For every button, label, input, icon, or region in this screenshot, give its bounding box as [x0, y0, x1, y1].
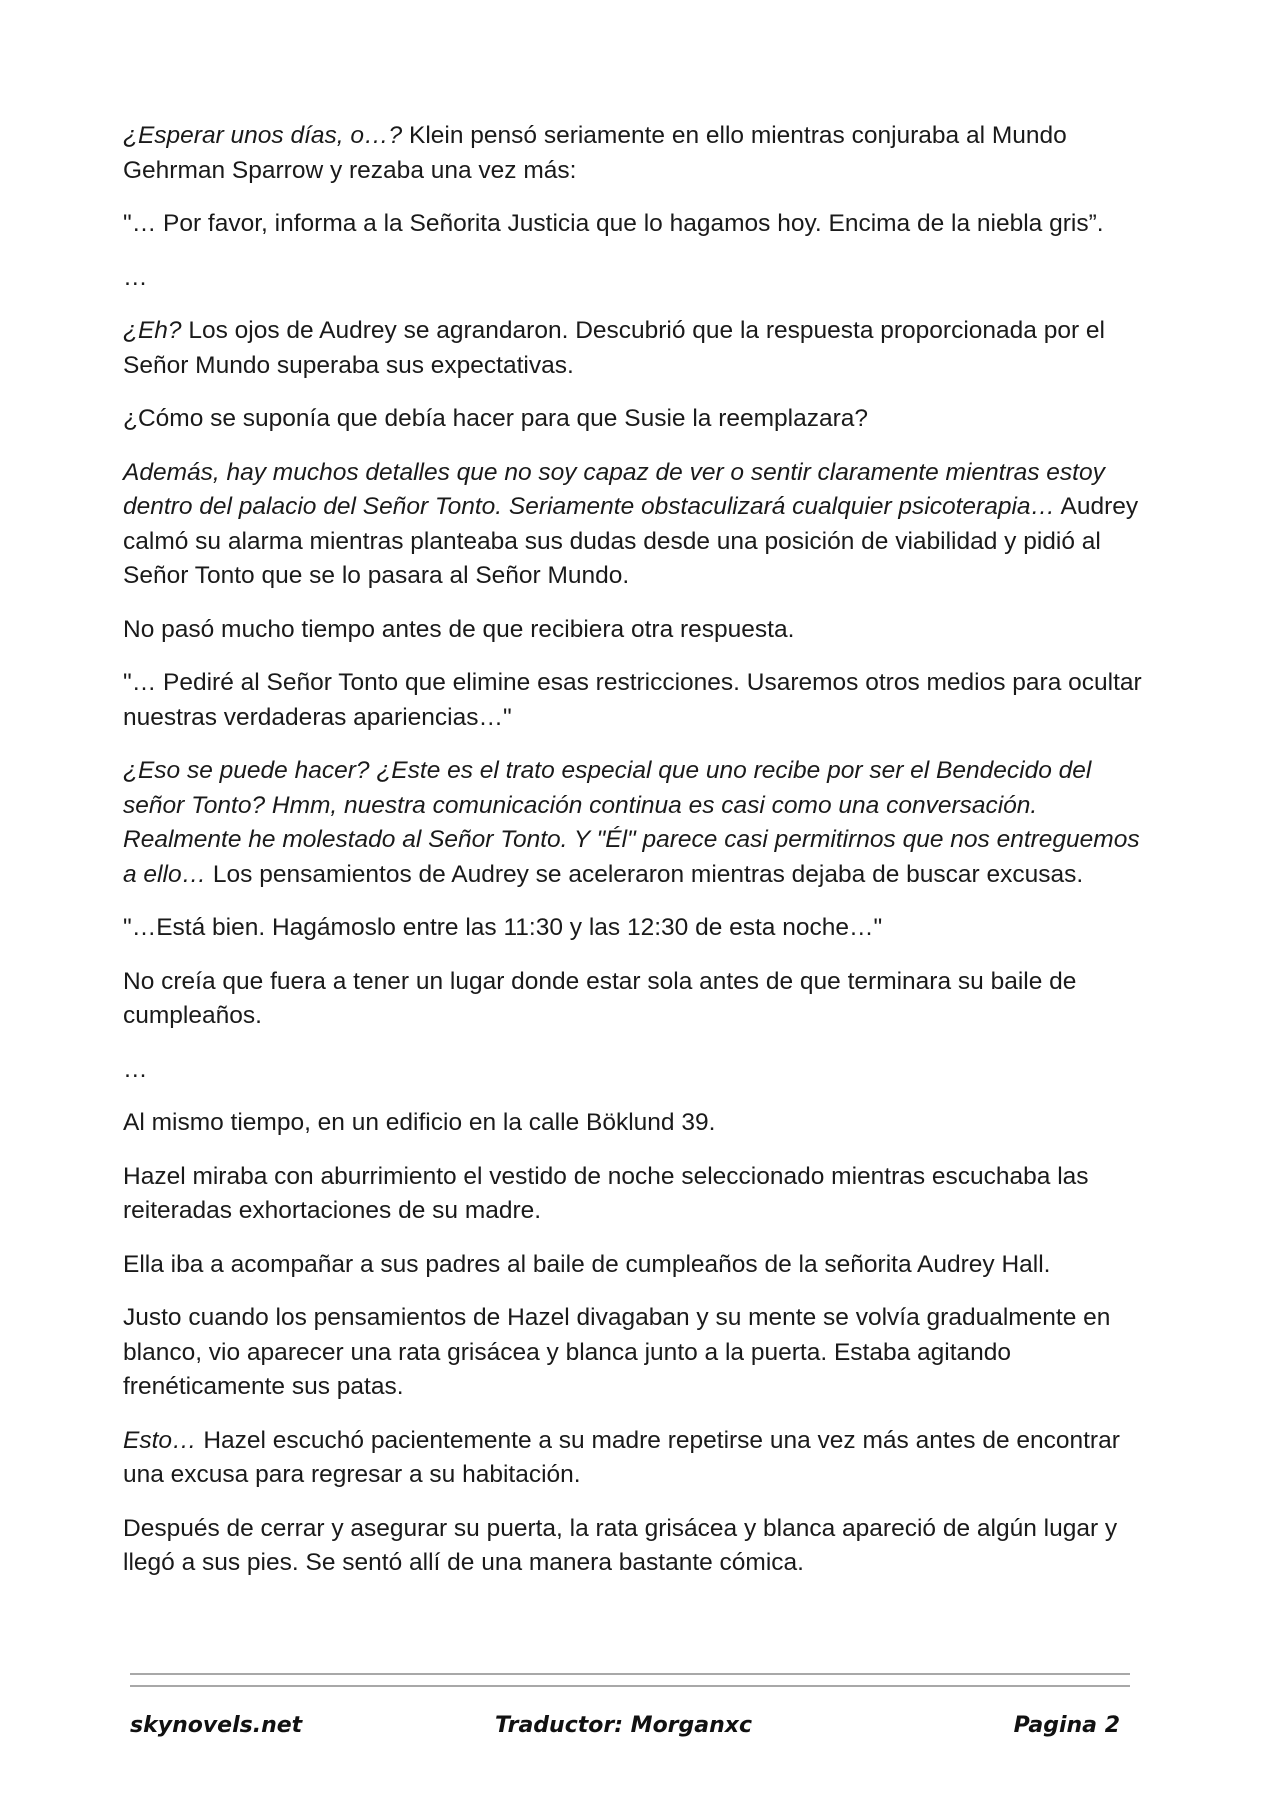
paragraph-17 [123, 1424, 1153, 1493]
paragraph-11-text: No creía que fuera a tener un lugar donde estar sola antes de que terminara su baile de cumpleaños. [123, 967, 1077, 1029]
paragraph-8-text: "… Pediré al Señor Tonto que elimine esas restricciones. Usaremos otros medios para ocultar nuestras verdaderas apariencias…" [123, 669, 1142, 731]
paragraph-7-text: No pasó mucho tiempo antes de que recibiera otra respuesta. [123, 615, 795, 643]
paragraph-13-text: Al mismo tiempo, en un edificio en la calle Böklund 39. [123, 1109, 716, 1136]
paragraph-16-text: Justo cuando los pensamientos de Hazel divagaban y su mente se volvía gradualmente en blanco, vio aparecer una rata grisácea y blanca junto a la puerta. Estaba agitando frenéticamente sus patas. [123, 1304, 1111, 1400]
scene-break-2 [123, 1053, 1153, 1088]
paragraph-6-italic: Además, hay muchos detalles que no soy capaz de ver o sentir claramente mientras estoy dentro del palacio del Señor Tonto. Seriamente obstaculizará cualquier psicoterapia… [123, 458, 1105, 520]
paragraph-4-text: Los ojos de Audrey se agrandaron. Descubrió que la respuesta proporcionada por el Señor Mundo superaba sus expectativas. [123, 317, 1105, 379]
footer-divider-top [130, 1673, 1130, 1675]
body-text [123, 119, 1153, 1600]
paragraph-17-text: Hazel escuchó pacientemente a su madre repetirse una vez más antes de encontrar una excusa para regresar a su habitación. [123, 1426, 1120, 1488]
paragraph-7 [123, 613, 1153, 648]
paragraph-9 [123, 754, 1153, 892]
paragraph-1-italic: ¿Esperar unos días, o…? [123, 122, 403, 149]
paragraph-9-italic: ¿Eso se puede hacer? ¿Este es el trato especial que uno recibe por ser el Bendecido del señor Tonto? Hmm, nuestra comunicación continua es casi como una conversación. Realmente he molestado al Señor Tonto. Y "Él" parece casi permitirnos que nos entreguemos a ello… [123, 757, 1140, 888]
scene-break-2-text: … [123, 1055, 148, 1083]
paragraph-10-text: "…Está bien. Hagámoslo entre las 11:30 y las 12:30 de esta noche…" [123, 914, 883, 941]
footer-divider-bottom [130, 1685, 1130, 1687]
scene-break-1-text: … [123, 263, 148, 291]
paragraph-14-text: Hazel miraba con aburrimiento el vestido de noche seleccionado mientras escuchaba las reiteradas exhortaciones de su madre. [123, 1162, 1089, 1224]
paragraph-10 [123, 911, 1153, 946]
paragraph-2-text: "… Por favor, informa a la Señorita Justicia que lo hagamos hoy. Encima de la niebla gris”. [123, 210, 1104, 237]
paragraph-6-text: Audrey calmó su alarma mientras planteaba sus dudas desde una posición de viabilidad y pidió al Señor Tonto que se lo pasara al Señor Mundo. [123, 493, 1139, 589]
paragraph-15 [123, 1248, 1153, 1283]
footer-site: skynovels.net [130, 1713, 303, 1738]
paragraph-15-text: Ella iba a acompañar a sus padres al baile de cumpleaños de la señorita Audrey Hall. [123, 1250, 1051, 1278]
paragraph-18 [123, 1512, 1153, 1581]
paragraph-4-italic: ¿Eh? [123, 317, 182, 344]
paragraph-5 [123, 402, 1153, 437]
paragraph-14 [123, 1160, 1153, 1229]
paragraph-4 [123, 314, 1153, 383]
paragraph-2 [123, 207, 1153, 242]
paragraph-17-italic: Esto… [123, 1426, 197, 1454]
paragraph-1-text: Klein pensó seriamente en ello mientras conjuraba al Mundo Gehrman Sparrow y rezaba una vez más: [123, 122, 1067, 184]
paragraph-9-text: Los pensamientos de Audrey se aceleraron mientras dejaba de buscar excusas. [206, 860, 1084, 888]
paragraph-18-text: Después de cerrar y asegurar su puerta, la rata grisácea y blanca apareció de algún lugar y llegó a sus pies. Se sentó allí de una manera bastante cómica. [123, 1514, 1118, 1576]
paragraph-1 [123, 119, 1153, 188]
footer-translator: Traductor: Morganxc [495, 1713, 753, 1738]
paragraph-6 [123, 456, 1153, 594]
paragraph-8 [123, 666, 1153, 735]
paragraph-16 [123, 1301, 1153, 1405]
footer-page-number: Pagina 2 [1013, 1713, 1120, 1738]
paragraph-5-text: ¿Cómo se suponía que debía hacer para que Susie la reemplazara? [123, 405, 868, 432]
scene-break-1 [123, 261, 1153, 296]
paragraph-13 [123, 1106, 1153, 1141]
paragraph-11 [123, 965, 1153, 1034]
